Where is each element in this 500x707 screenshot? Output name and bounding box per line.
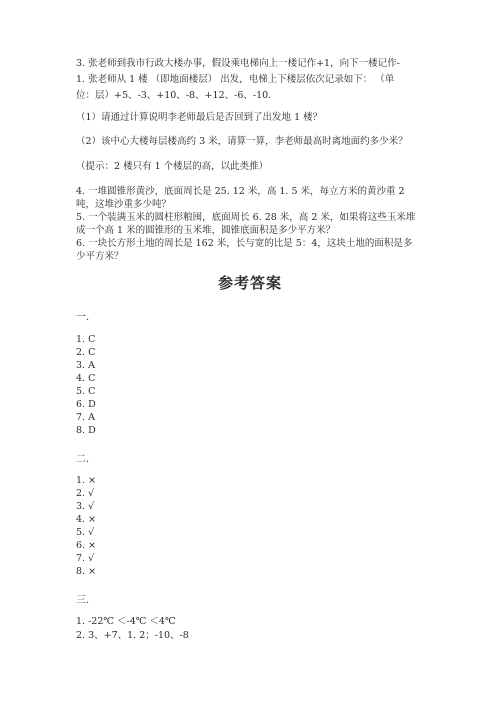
answers-title: 参考答案 [217, 274, 282, 292]
answer-item: 1. × [76, 475, 97, 486]
problem-4-line-2: 吨，这堆沙重多少吨？ [76, 199, 172, 210]
problem-3-line-3: 位：层）+5、-3、+10、-8、+12、-6、-10. [76, 90, 272, 101]
answer-item: 4. C [76, 373, 96, 384]
section-2-heading: 二. [76, 454, 90, 465]
answer-item: 3. A [76, 360, 95, 371]
problem-6-line-2: 少平方米？ [76, 251, 124, 262]
answer-item: 5. C [76, 386, 96, 397]
answer-item: 7. √ [76, 553, 95, 564]
answer-item: 2. √ [76, 488, 95, 499]
answer-item: 4. × [76, 514, 97, 525]
section-1-heading: 一. [76, 312, 90, 323]
answer-item: 1. C [76, 334, 96, 345]
answer-item: 6. D [76, 399, 96, 410]
answer-item: 3. √ [76, 501, 95, 512]
answer-item: 8. × [76, 566, 97, 577]
problem-5-line-1: 5. 一个装满玉米的圆柱形粮囤，底面周长 6. 28 米，高 2 米，如果将这些玉米堆 [76, 212, 416, 223]
answer-item: 7. A [76, 412, 95, 423]
answer-item: 6. × [76, 540, 97, 551]
problem-3-question-1: （1）请通过计算说明李老师最后是否回到了出发地 1 楼？ [76, 112, 323, 123]
answer-item: 1. -22℃ ＜-4℃ ＜4℃ [76, 616, 176, 627]
answer-item: 5. √ [76, 527, 95, 538]
problem-3-hint: （提示：2 楼只有 1 个楼层的高，以此类推） [76, 161, 269, 172]
problem-6-line-1: 6. 一块长方形土地的周长是 162 米，长与宽的比是 5：4，这块土地的面积是多 [76, 238, 413, 249]
section-3-heading: 三. [76, 595, 90, 606]
problem-5-line-2: 成一个高 1 米的圆锥形的玉米堆，圆锥底面积是多少平方米？ [76, 225, 336, 236]
answer-item: 2. 3、+7、1. 2；-10、-8 [76, 630, 189, 641]
answer-item: 8. D [76, 425, 96, 436]
problem-4-line-1: 4. 一堆圆锥形黄沙，底面周长是 25. 12 米，高 1. 5 米，每立方米的黄沙重 2 [76, 186, 405, 197]
problem-3-question-2: （2）该中心大楼每层楼高约 3 米，请算一算，李老师最高时离地面约多少米？ [76, 136, 408, 147]
answer-item: 2. C [76, 347, 96, 358]
problem-3-line-2: 1. 张老师从 1 楼 （即地面楼层） 出发，电梯上下楼层依次记录如下： （单 [76, 74, 395, 85]
problem-3-line-1: 3. 张老师到我市行政大楼办事，假设乘电梯向上一楼记作+1，向下一楼记作- [76, 58, 400, 69]
